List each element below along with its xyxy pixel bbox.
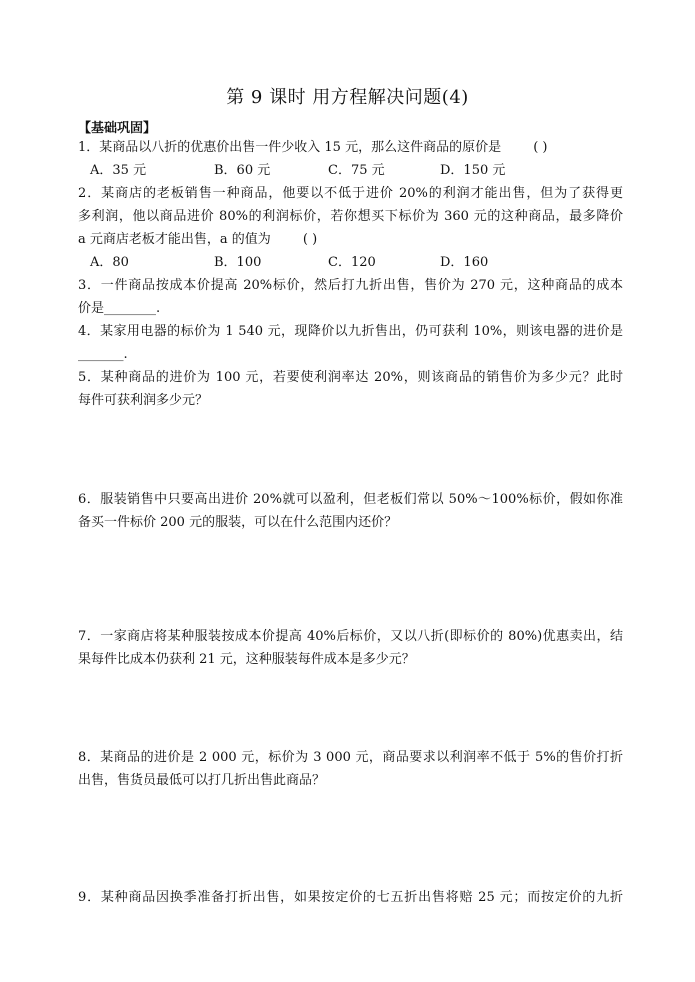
- question-5-line: 每件可获利润多少元？: [78, 393, 209, 408]
- question-4: [78, 320, 623, 366]
- question-5-line: 5．某种商品的进价为 100 元，若要使利润率达 20%，则该商品的销售价为多少元？此时: [78, 370, 623, 385]
- option-c: C．120: [328, 255, 376, 270]
- option-d: D．160: [440, 255, 489, 270]
- question-2-line: 2．某商店的老板销售一种商品，他要以不低于进价 20%的利润才能出售，但为了获得更: [78, 186, 623, 201]
- question-7-line: 7．一家商店将某种服装按成本价提高 40%后标价，又以八折(即标价的 80%)优惠卖出，结: [78, 629, 623, 644]
- question-4-line: _______.: [78, 347, 128, 362]
- option-b: B．100: [214, 255, 262, 270]
- question-1-line: [78, 136, 623, 159]
- question-1: [78, 136, 623, 182]
- answer-paren: ( ): [533, 140, 548, 155]
- section-heading: 【基础巩固】: [78, 121, 157, 136]
- question-9: [78, 886, 623, 909]
- question-6-line: 备买一件标价 200 元的服装，可以在什么范围内还价？: [78, 515, 398, 530]
- option-a: A．35 元: [90, 163, 147, 178]
- question-9-line: 9．某种商品因换季准备打折出售，如果按定价的七五折出售将赔 25 元；而按定价的九折: [78, 890, 623, 905]
- question-2-text: a 元商店老板才能出售，a 的值为: [78, 232, 271, 247]
- question-3: [78, 274, 623, 320]
- page-title: 第 9 课时 用方程解决问题(4): [226, 87, 469, 108]
- question-5: [78, 366, 623, 412]
- question-1-options: [78, 159, 623, 182]
- question-8-line: 8．某商品的进价是 2 000 元，标价为 3 000 元，商品要求以利润率不低于 5%的售价打折: [78, 750, 623, 765]
- question-8: [78, 746, 623, 792]
- question-2: [78, 182, 623, 274]
- option-c: C．75 元: [328, 163, 385, 178]
- question-1-text: 1．某商品以八折的优惠价出售一件少收入 15 元，那么这件商品的原价是: [78, 140, 502, 155]
- question-2-options: [78, 251, 623, 274]
- question-2-line: [78, 228, 623, 251]
- question-6: [78, 488, 623, 534]
- option-d: D．150 元: [440, 163, 506, 178]
- option-b: B．60 元: [214, 163, 271, 178]
- question-7-line: 果每件比成本仍获利 21 元，这种服装每件成本是多少元？: [78, 652, 415, 667]
- question-2-line: 多利润，他以商品进价 80%的利润标价，若你想买下标价为 360 元的这种商品，最多降价: [78, 209, 623, 224]
- question-7: [78, 625, 623, 671]
- question-6-line: 6．服装销售中只要高出进价 20%就可以盈利，但老板们常以 50%～100%标价，假如你准: [78, 492, 623, 507]
- question-3-line: 价是________.: [78, 301, 161, 316]
- question-8-line: 出售，售货员最低可以打几折出售此商品？: [78, 773, 326, 788]
- option-a: A．80: [90, 255, 129, 270]
- question-3-line: 3．一件商品按成本价提高 20%标价，然后打九折出售，售价为 270 元，这种商品的成本: [78, 278, 623, 293]
- answer-paren: ( ): [302, 232, 318, 247]
- question-4-line: 4．某家用电器的标价为 1 540 元，现降价以九折售出，仍可获利 10%，则该电器的进价是: [78, 324, 623, 339]
